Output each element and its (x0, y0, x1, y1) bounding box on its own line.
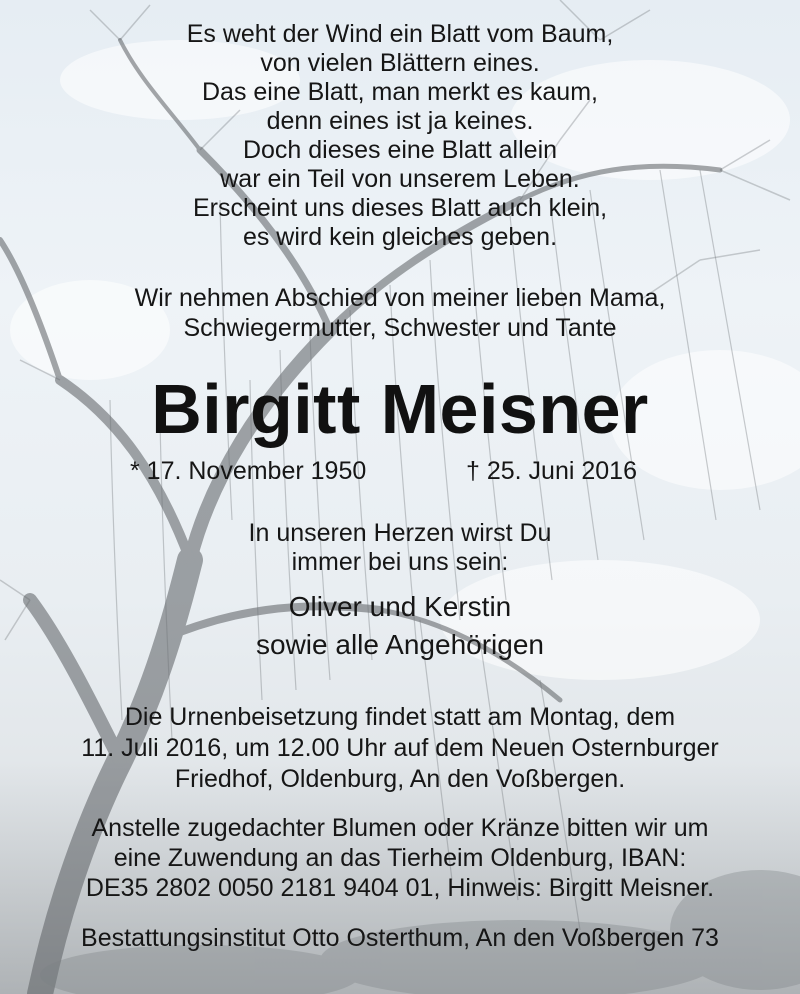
mourner-line: Oliver und Kerstin (288, 591, 512, 622)
poem-line: war ein Teil von unserem Leben. (220, 165, 580, 193)
donation-line: Anstelle zugedachter Blumen oder Kränze bitten wir um (91, 814, 709, 842)
intro-line: Schwiegermutter, Schwester und Tante (183, 314, 617, 342)
mourners (0, 588, 800, 664)
ceremony-line: Friedhof, Oldenburg, An den Voßbergen. (174, 765, 626, 793)
remembrance-line: In unseren Herzen wirst Du (248, 519, 552, 547)
poem-line: Es weht der Wind ein Blatt vom Baum, (186, 20, 614, 48)
deceased-name: Birgitt Meisner (151, 370, 649, 448)
birth-date: * 17. November 1950 (130, 457, 367, 485)
poem-line: von vielen Blättern eines. (260, 49, 540, 77)
funeral-home: Bestattungsinstitut Otto Osterthum, An den Voßbergen 73 (81, 924, 719, 952)
poem-block (0, 20, 800, 252)
remembrance-line: immer bei uns sein: (291, 548, 509, 576)
ceremony-line: Die Urnenbeisetzung findet statt am Montag, dem (124, 703, 676, 731)
ceremony-info (0, 702, 800, 795)
poem-line: denn eines ist ja keines. (266, 107, 534, 135)
poem-line: Das eine Blatt, man merkt es kaum, (202, 78, 598, 106)
donation-request (0, 813, 800, 903)
mourner-line: sowie alle Angehörigen (256, 629, 544, 660)
donation-line: eine Zuwendung an das Tierheim Oldenburg, IBAN: (113, 844, 687, 872)
intro-line: Wir nehmen Abschied von meiner lieben Mama, (134, 284, 666, 312)
donation-line: DE35 2802 0050 2181 9404 01, Hinweis: Birgitt Meisner. (85, 874, 715, 902)
poem-line: Doch dieses eine Blatt allein (242, 136, 558, 164)
ceremony-line: 11. Juli 2016, um 12.00 Uhr auf dem Neuen Osternburger (81, 734, 719, 762)
poem-line: Erscheint uns dieses Blatt auch klein, (192, 194, 608, 222)
remembrance-text (0, 519, 800, 577)
poem-line: es wird kein gleiches geben. (242, 223, 558, 251)
farewell-intro (0, 283, 800, 343)
death-date: † 25. Juni 2016 (466, 457, 637, 485)
